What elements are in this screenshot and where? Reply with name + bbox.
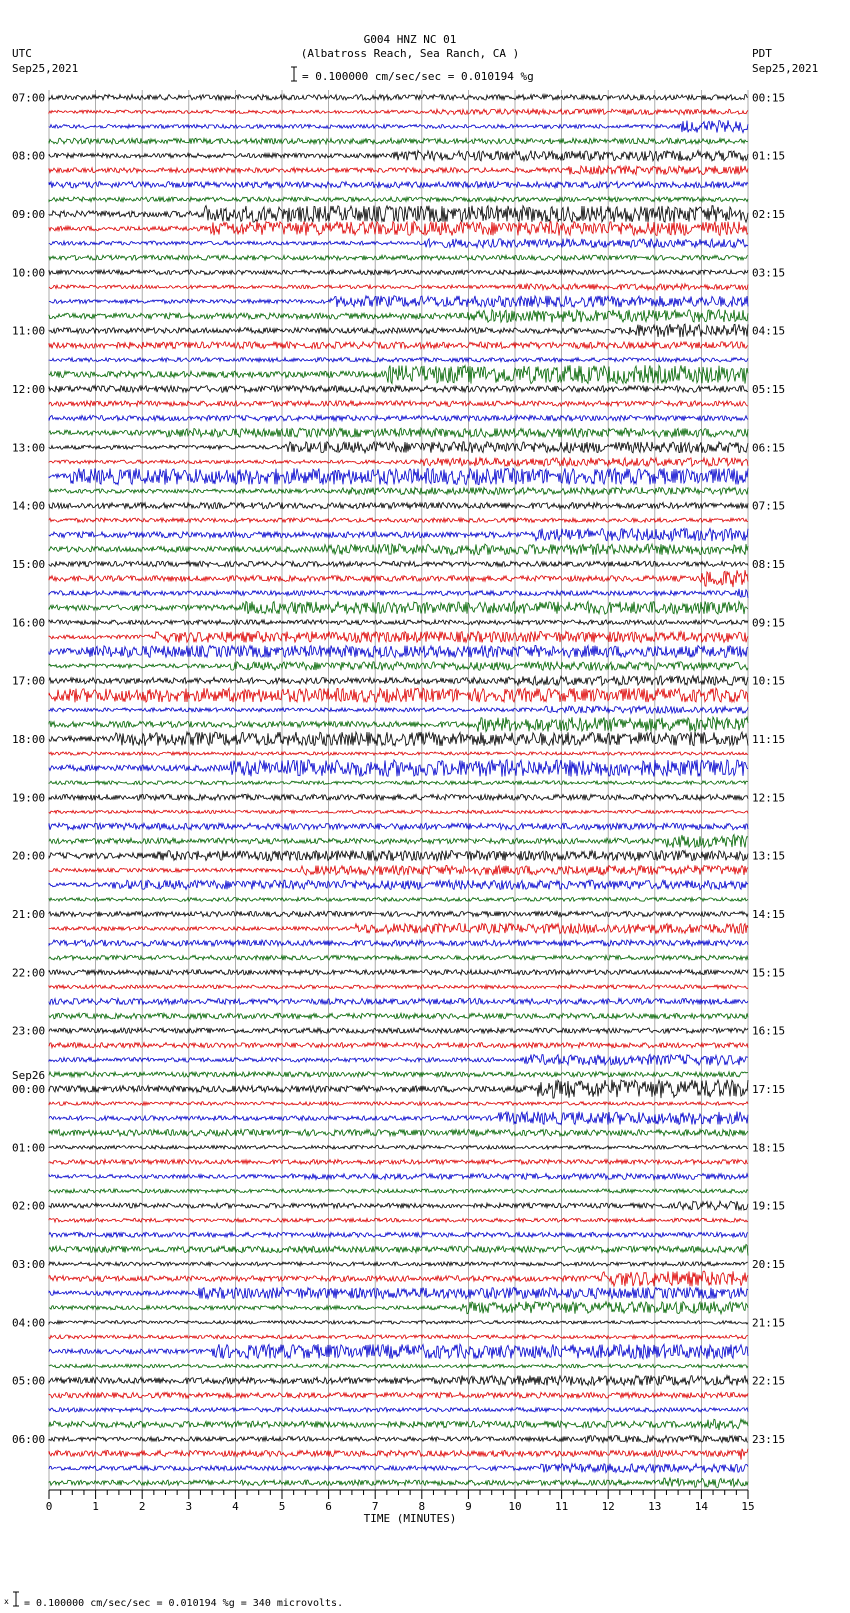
trace-30 xyxy=(49,518,748,522)
trace-20 xyxy=(49,365,748,383)
trace-95 xyxy=(49,1464,748,1473)
trace-69 xyxy=(49,1080,748,1098)
left-time-label: 16:00 xyxy=(12,616,46,630)
x-tick-label: 0 xyxy=(45,1500,53,1513)
trace-87 xyxy=(49,1344,748,1359)
left-time-label: 15:00 xyxy=(12,557,46,571)
chart-title: G004 HNZ NC 01 xyxy=(363,33,457,46)
trace-50 xyxy=(49,810,748,813)
trace-43 xyxy=(49,706,748,713)
traces xyxy=(49,95,748,1488)
trace-57 xyxy=(49,911,748,916)
right-time-label: 16:15 xyxy=(752,1024,786,1038)
trace-76 xyxy=(49,1189,748,1193)
right-time-label: 23:15 xyxy=(752,1432,786,1446)
left-time-label: 21:00 xyxy=(12,907,46,921)
trace-29 xyxy=(49,503,748,509)
trace-17 xyxy=(49,324,748,337)
trace-88 xyxy=(49,1364,748,1368)
right-time-label: 01:15 xyxy=(752,149,786,163)
x-tick-label: 12 xyxy=(601,1500,615,1513)
trace-21 xyxy=(49,386,748,393)
left-time-label: 05:00 xyxy=(12,1374,46,1388)
trace-49 xyxy=(49,794,748,800)
trace-59 xyxy=(49,940,748,946)
x-tick-label: 7 xyxy=(371,1500,379,1513)
trace-5 xyxy=(49,151,748,161)
right-time-label: 18:15 xyxy=(752,1141,786,1155)
trace-44 xyxy=(49,717,748,732)
left-time-label: 06:00 xyxy=(12,1432,46,1446)
trace-78 xyxy=(49,1218,748,1222)
trace-10 xyxy=(49,221,748,235)
date-change-label: Sep26 xyxy=(12,1068,46,1082)
left-time-label: 07:00 xyxy=(12,91,46,105)
x-tick-label: 4 xyxy=(232,1500,239,1513)
trace-36 xyxy=(49,601,748,614)
left-time-label: 13:00 xyxy=(12,441,46,455)
footer-scale-icon xyxy=(4,1590,22,1611)
right-time-label: 20:15 xyxy=(752,1257,786,1271)
left-time-label: 17:00 xyxy=(12,674,46,688)
trace-81 xyxy=(49,1262,748,1266)
left-time-label: 02:00 xyxy=(12,1199,46,1213)
trace-62 xyxy=(49,985,748,989)
trace-47 xyxy=(49,760,748,777)
trace-48 xyxy=(49,781,748,785)
trace-2 xyxy=(49,109,748,115)
right-time-label: 00:15 xyxy=(752,91,786,105)
left-time-label: 04:00 xyxy=(12,1316,46,1330)
right-time-label: 15:15 xyxy=(752,966,786,980)
x-tick-label: 14 xyxy=(694,1500,709,1513)
trace-25 xyxy=(49,442,748,453)
trace-6 xyxy=(49,166,748,175)
right-time-label: 02:15 xyxy=(752,207,786,221)
right-time-label: 22:15 xyxy=(752,1374,786,1388)
trace-13 xyxy=(49,270,748,275)
trace-27 xyxy=(49,468,748,484)
left-date: Sep25,2021 xyxy=(12,62,79,75)
trace-93 xyxy=(49,1436,748,1443)
trace-42 xyxy=(49,688,748,702)
right-time-label: 11:15 xyxy=(752,732,786,746)
trace-66 xyxy=(49,1043,748,1048)
left-timezone: UTC xyxy=(12,47,32,60)
trace-54 xyxy=(49,865,748,875)
right-time-label: 14:15 xyxy=(752,907,786,921)
trace-33 xyxy=(49,561,748,566)
trace-35 xyxy=(49,589,748,598)
trace-9 xyxy=(49,206,748,223)
trace-96 xyxy=(49,1478,748,1487)
right-time-label: 17:15 xyxy=(752,1082,786,1096)
left-time-label: 10:00 xyxy=(12,266,46,280)
trace-16 xyxy=(49,310,748,323)
x-tick-label: 15 xyxy=(741,1500,755,1513)
trace-34 xyxy=(49,570,748,587)
trace-65 xyxy=(49,1028,748,1033)
trace-26 xyxy=(49,458,748,467)
trace-11 xyxy=(49,239,748,248)
trace-18 xyxy=(49,342,748,349)
x-tick-label: 10 xyxy=(508,1500,522,1513)
trace-63 xyxy=(49,998,748,1004)
trace-91 xyxy=(49,1408,748,1412)
trace-3 xyxy=(49,120,748,132)
trace-12 xyxy=(49,255,748,260)
trace-70 xyxy=(49,1102,748,1106)
trace-79 xyxy=(49,1232,748,1237)
left-time-label: 14:00 xyxy=(12,499,46,513)
trace-83 xyxy=(49,1287,748,1298)
trace-64 xyxy=(49,1013,748,1019)
trace-31 xyxy=(49,529,748,542)
trace-86 xyxy=(49,1335,748,1339)
trace-73 xyxy=(49,1146,748,1150)
x-tick-label: 6 xyxy=(325,1500,332,1513)
trace-68 xyxy=(49,1072,748,1077)
left-time-label: 09:00 xyxy=(12,207,46,221)
trace-52 xyxy=(49,835,748,848)
right-date: Sep25,2021 xyxy=(752,62,819,75)
trace-61 xyxy=(49,970,748,975)
trace-40 xyxy=(49,662,748,671)
left-time-label: 08:00 xyxy=(12,149,46,163)
trace-8 xyxy=(49,197,748,202)
trace-56 xyxy=(49,898,748,902)
left-time-label: 11:00 xyxy=(12,324,46,338)
trace-19 xyxy=(49,358,748,362)
trace-92 xyxy=(49,1419,748,1430)
trace-7 xyxy=(49,182,748,188)
trace-53 xyxy=(49,850,748,860)
trace-82 xyxy=(49,1271,748,1286)
trace-51 xyxy=(49,823,748,830)
trace-84 xyxy=(49,1302,748,1314)
trace-41 xyxy=(49,676,748,685)
trace-38 xyxy=(49,631,748,642)
left-time-label: 20:00 xyxy=(12,849,46,863)
trace-39 xyxy=(49,645,748,657)
trace-90 xyxy=(49,1392,748,1398)
right-timezone: PDT xyxy=(752,47,772,60)
right-time-label: 19:15 xyxy=(752,1199,786,1213)
footer-scale-note: = 0.100000 cm/sec/sec = 0.010194 %g = 340 microvolts. xyxy=(24,1598,344,1609)
left-time-label: 23:00 xyxy=(12,1024,46,1038)
trace-4 xyxy=(49,138,748,144)
trace-72 xyxy=(49,1130,748,1136)
x-tick-label: 8 xyxy=(418,1500,426,1513)
trace-28 xyxy=(49,487,748,494)
trace-1 xyxy=(49,95,748,101)
right-time-label: 12:15 xyxy=(752,791,786,805)
right-time-label: 10:15 xyxy=(752,674,786,688)
left-time-label: 22:00 xyxy=(12,966,46,980)
x-tick-label: 5 xyxy=(278,1500,286,1513)
right-time-label: 06:15 xyxy=(752,441,786,455)
x-tick-label: 1 xyxy=(92,1500,99,1513)
left-time-label: 03:00 xyxy=(12,1257,46,1271)
trace-71 xyxy=(49,1112,748,1125)
left-time-label: 19:00 xyxy=(12,791,46,805)
right-time-label: 08:15 xyxy=(752,557,786,571)
scale-label: = 0.100000 cm/sec/sec = 0.010194 %g xyxy=(302,70,534,83)
x-tick-label: 9 xyxy=(465,1500,472,1513)
trace-58 xyxy=(49,923,748,933)
trace-80 xyxy=(49,1245,748,1256)
trace-46 xyxy=(49,752,748,755)
trace-32 xyxy=(49,544,748,555)
trace-15 xyxy=(49,296,748,307)
trace-75 xyxy=(49,1174,748,1180)
trace-24 xyxy=(49,428,748,437)
x-tick-label: 13 xyxy=(648,1500,662,1513)
trace-22 xyxy=(49,401,748,407)
right-time-label: 03:15 xyxy=(752,266,786,280)
trace-67 xyxy=(49,1054,748,1065)
right-time-label: 07:15 xyxy=(752,499,786,513)
right-time-label: 05:15 xyxy=(752,382,786,396)
chart-subtitle: (Albatross Reach, Sea Ranch, CA ) xyxy=(300,47,520,60)
trace-89 xyxy=(49,1376,748,1386)
x-tick-label: 11 xyxy=(554,1500,569,1513)
right-time-label: 21:15 xyxy=(752,1316,786,1330)
trace-23 xyxy=(49,415,748,420)
x-tick-label: 3 xyxy=(185,1500,193,1513)
trace-85 xyxy=(49,1321,748,1324)
svg-text:x: x xyxy=(4,1597,9,1606)
x-axis-label: TIME (MINUTES) xyxy=(363,1512,457,1525)
right-time-label: 13:15 xyxy=(752,849,786,863)
x-axis xyxy=(46,1490,755,1513)
trace-60 xyxy=(49,955,748,960)
trace-77 xyxy=(49,1201,748,1210)
x-tick-label: 2 xyxy=(138,1500,146,1513)
trace-55 xyxy=(49,880,748,889)
trace-94 xyxy=(49,1449,748,1460)
trace-14 xyxy=(49,284,748,290)
trace-37 xyxy=(49,620,748,625)
left-time-label: 12:00 xyxy=(12,382,46,396)
trace-74 xyxy=(49,1160,748,1165)
left-time-label: 00:00 xyxy=(12,1082,46,1096)
trace-45 xyxy=(49,732,748,746)
right-time-label: 04:15 xyxy=(752,324,786,338)
left-time-label: 18:00 xyxy=(12,732,46,746)
left-time-label: 01:00 xyxy=(12,1141,46,1155)
right-time-label: 09:15 xyxy=(752,616,786,630)
